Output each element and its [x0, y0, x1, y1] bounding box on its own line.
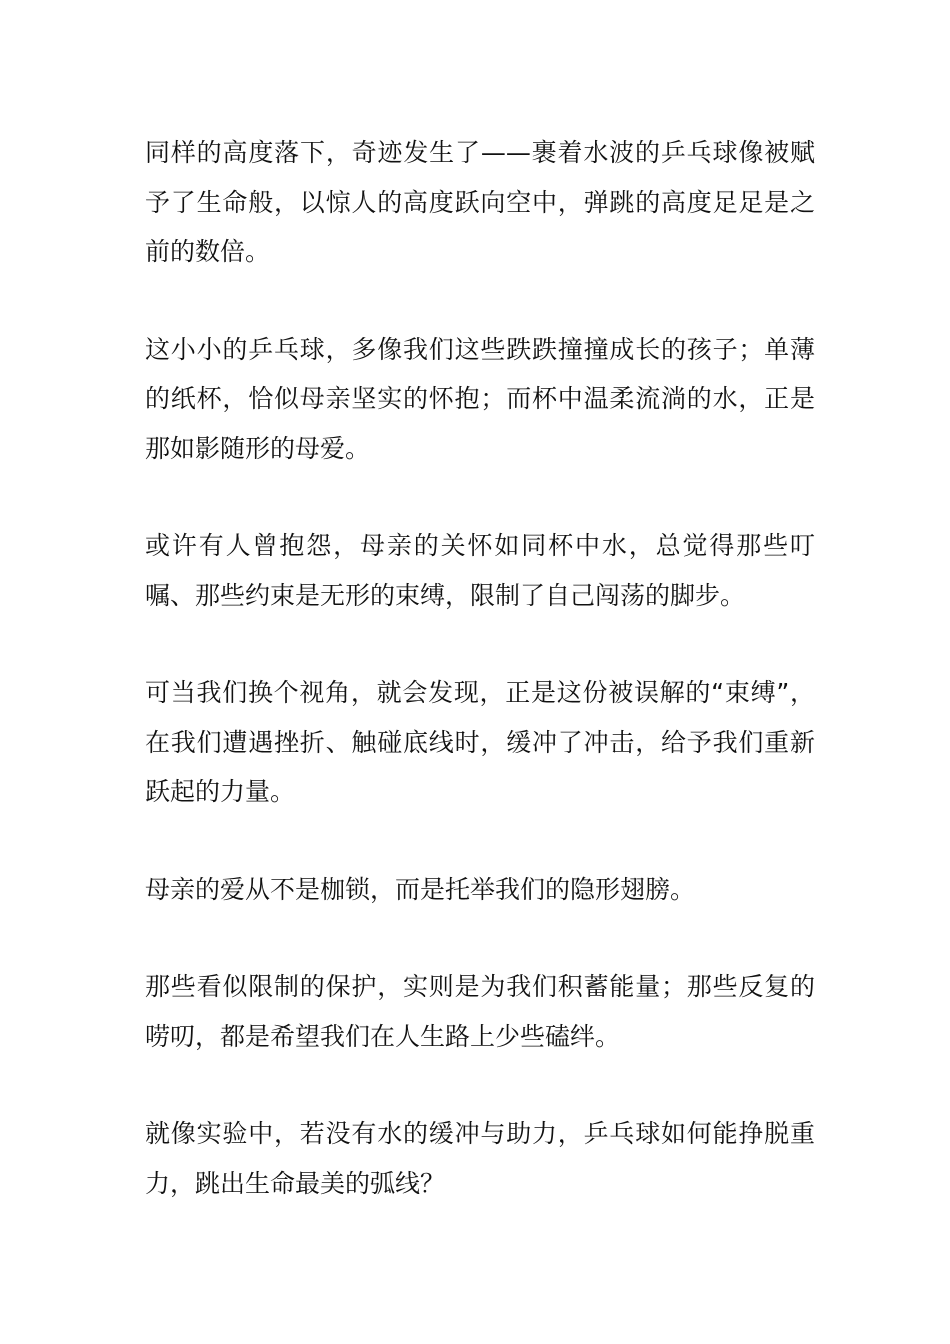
paragraph-5: 母亲的爱从不是枷锁，而是托举我们的隐形翅膀。 — [145, 874, 696, 904]
paragraph-7: 就像实验中，若没有水的缓冲与助力，乒乓球如何能挣脱重力，跳出生命最美的弧线？ — [145, 1119, 815, 1198]
article-body — [145, 128, 815, 1256]
paragraph-6: 那些看似限制的保护，实则是为我们积蓄能量；那些反复的唠叨，都是希望我们在人生路上少些磕绊。 — [145, 972, 815, 1051]
paragraph-4: 可当我们换个视角，就会发现，正是这份被误解的“束缚”，在我们遭遇挫折、触碰底线时，缓冲了冲击，给予我们重新跃起的力量。 — [145, 678, 815, 806]
paragraph-3: 或许有人曾抱怨，母亲的关怀如同杯中水，总觉得那些叮嘱、那些约束是无形的束缚，限制了自己闯荡的脚步。 — [145, 531, 815, 610]
paragraph-2: 这小小的乒乓球，多像我们这些跌跌撞撞成长的孩子；单薄的纸杯，恰似母亲坚实的怀抱；而杯中温柔流淌的水，正是那如影随形的母爱。 — [145, 334, 815, 463]
paragraph-1: 同样的高度落下，奇迹发生了——裹着水波的乒乓球像被赋予了生命般，以惊人的高度跃向空中，弹跳的高度足足是之前的数倍。 — [145, 138, 815, 266]
